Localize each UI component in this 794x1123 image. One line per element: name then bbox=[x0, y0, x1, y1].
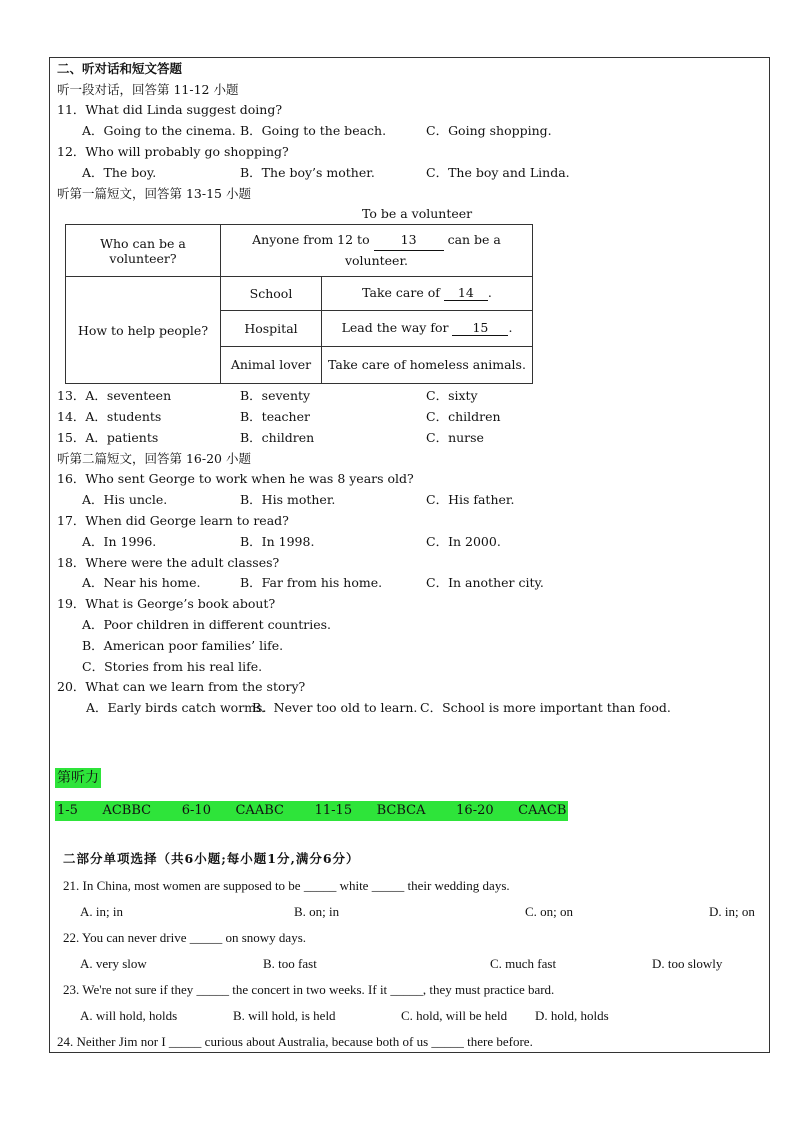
q18-option-b: B．Far from his home. bbox=[240, 575, 383, 590]
q20-option-c: C．School is more important than food. bbox=[420, 700, 671, 715]
row2-label-cell bbox=[66, 277, 221, 384]
row1-label: Who can be a volunteer? bbox=[100, 235, 186, 266]
q13-option-c: C．sixty bbox=[426, 388, 478, 403]
animal-content-cell bbox=[322, 346, 533, 383]
q17-option-b: B．In 1998. bbox=[240, 534, 315, 549]
hospital-label: Hospital bbox=[244, 320, 298, 336]
q22-option-c: C. much fast bbox=[490, 956, 557, 971]
blank-13: 13 bbox=[374, 230, 444, 251]
q19-stem: 19．What is George’s book about? bbox=[57, 596, 276, 611]
row1-post: can be a volunteer. bbox=[344, 232, 501, 269]
q16-option-b: B．His mother. bbox=[240, 492, 336, 507]
q16-stem: 16．Who sent George to work when he was 8 years old? bbox=[57, 471, 414, 486]
school-period: . bbox=[487, 285, 492, 301]
hospital-cell bbox=[221, 310, 322, 346]
q12-stem: 12．Who will probably go shopping? bbox=[57, 144, 289, 159]
q14-option-b: B．teacher bbox=[240, 409, 310, 424]
q21-option-a: A. in; in bbox=[80, 904, 123, 919]
q22-option-d: D. too slowly bbox=[652, 956, 723, 971]
q22-stem: 22. You can never drive _____ on snowy days. bbox=[63, 930, 307, 945]
q19-option-c: C．Stories from his real life. bbox=[82, 659, 263, 674]
q23-option-b: B. will hold, is held bbox=[233, 1008, 336, 1023]
q23-option-a: A. will hold, holds bbox=[80, 1008, 178, 1023]
row1-content-cell bbox=[221, 225, 533, 277]
row1-pre: Anyone from 12 to bbox=[252, 232, 370, 248]
q17-stem: 17．When did George learn to read? bbox=[57, 513, 289, 528]
q23-option-d: D. hold, holds bbox=[535, 1008, 609, 1023]
section-title: 二、听对话和短文答题 bbox=[57, 61, 183, 76]
school-pre: Take care of bbox=[362, 285, 440, 301]
q18-option-c: C．In another city. bbox=[426, 575, 544, 590]
q14-option-c: C．children bbox=[426, 409, 501, 424]
q22-option-b: B. too fast bbox=[263, 956, 317, 971]
animal-label: Animal lover bbox=[230, 357, 312, 373]
volunteer-table bbox=[65, 224, 533, 384]
passage1-intro: 听第一篇短文，回答第 13-15 小题 bbox=[57, 186, 251, 201]
table-caption: To be a volunteer bbox=[362, 206, 473, 221]
q11-option-a: A．Going to the cinema. bbox=[82, 123, 236, 138]
q17-option-a: A．In 1996. bbox=[82, 534, 157, 549]
hospital-content-cell bbox=[322, 310, 533, 346]
q22-option-a: A. very slow bbox=[80, 956, 147, 971]
q12-option-b: B．The boy’s mother. bbox=[240, 165, 375, 180]
q11-option-b: B．Going to the beach. bbox=[240, 123, 387, 138]
q20-option-b: B．Never too old to learn. bbox=[252, 700, 418, 715]
blank-15: 15 bbox=[452, 320, 508, 336]
q21-option-c: C. on; on bbox=[525, 904, 574, 919]
q19-option-a: A．Poor children in different countries. bbox=[82, 617, 332, 632]
school-label: School bbox=[249, 285, 293, 301]
row1-label-cell bbox=[66, 225, 221, 277]
q21-option-b: B. on; in bbox=[294, 904, 340, 919]
q18-option-a: A．Near his home. bbox=[82, 575, 201, 590]
q23-option-c: C. hold, will be held bbox=[401, 1008, 508, 1023]
q18-stem: 18．Where were the adult classes? bbox=[57, 555, 280, 570]
q13-option-b: B．seventy bbox=[240, 388, 311, 403]
q15-option-a: 15．A．patients bbox=[57, 430, 159, 445]
q20-stem: 20．What can we learn from the story? bbox=[57, 679, 306, 694]
q12-option-a: A．The boy. bbox=[82, 165, 157, 180]
hospital-period: . bbox=[508, 320, 513, 336]
q24-stem: 24. Neither Jim nor I _____ curious about Australia, because both of us _____ there before. bbox=[57, 1034, 533, 1049]
school-content-cell bbox=[322, 277, 533, 310]
q15-option-b: B．children bbox=[240, 430, 315, 445]
q11-stem: 11．What did Linda suggest doing? bbox=[57, 102, 283, 117]
hospital-pre: Lead the way for bbox=[341, 320, 449, 336]
answers-heading: 第听力 bbox=[57, 770, 99, 786]
q14-option-a: 14．A．students bbox=[57, 409, 162, 424]
part2-title: 二部分单项选择（共6小题;每小题1分,满分6分） bbox=[63, 851, 360, 866]
blank-14: 14 bbox=[444, 285, 488, 301]
q15-option-c: C．nurse bbox=[426, 430, 484, 445]
animal-cell bbox=[221, 346, 322, 383]
q23-stem: 23. We're not sure if they _____ the concert in two weeks. If it _____, they must practice bard. bbox=[63, 982, 555, 997]
q13-option-a: 13．A．seventeen bbox=[57, 388, 172, 403]
dialog-intro: 听一段对话，回答第 11-12 小题 bbox=[57, 82, 239, 97]
passage2-intro: 听第二篇短文，回答第 16-20 小题 bbox=[57, 451, 251, 466]
q16-option-a: A．His uncle. bbox=[82, 492, 168, 507]
answers-line: 1-5 ACBBC 6-10 CAABC 11-15 BCBCA 16-20 CAACB bbox=[55, 801, 568, 821]
row2-label: How to help people? bbox=[77, 322, 209, 338]
q16-option-c: C．His father. bbox=[426, 492, 515, 507]
q17-option-c: C．In 2000. bbox=[426, 534, 501, 549]
q20-option-a: A．Early birds catch worms. bbox=[86, 700, 267, 715]
q21-stem: 21. In China, most women are supposed to be _____ white _____ their wedding days. bbox=[63, 878, 510, 893]
school-cell bbox=[221, 277, 322, 310]
q12-option-c: C．The boy and Linda. bbox=[426, 165, 570, 180]
q19-option-b: B．American poor families’ life. bbox=[82, 638, 284, 653]
q21-option-d: D. in; on bbox=[709, 904, 755, 919]
animal-text: Take care of homeless animals. bbox=[328, 357, 526, 373]
q11-option-c: C．Going shopping. bbox=[426, 123, 552, 138]
